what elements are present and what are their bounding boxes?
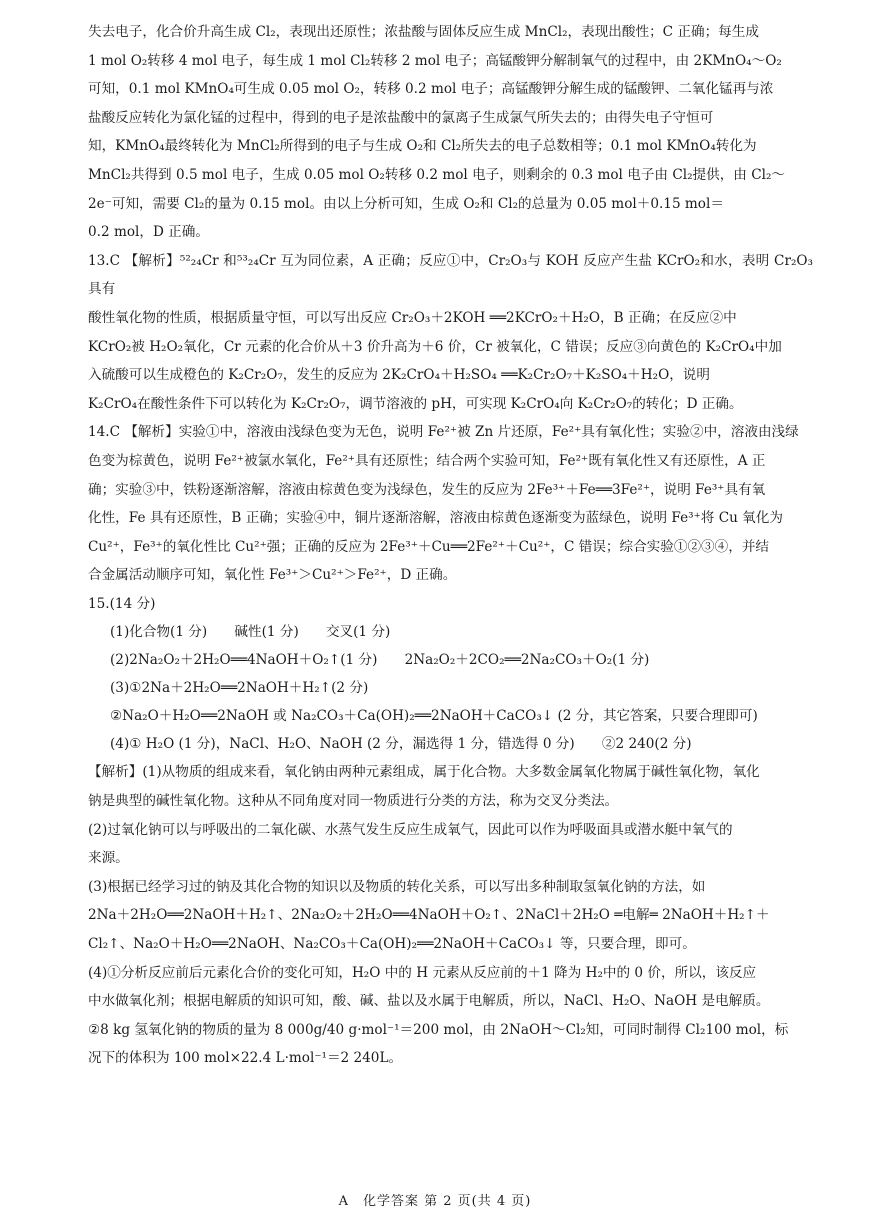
text-line: 0.2 mol，D 正确。 [88,224,209,241]
text-line: MnCl₂共得到 0.5 mol 电子，生成 0.05 mol O₂转移 0.2 mol 电子，则剩余的 0.3 mol 电子由 Cl₂提供，由 Cl₂～ [88,166,786,183]
text-line: KCrO₂被 H₂O₂氧化，Cr 元素的化合价从＋3 价升高为＋6 价，Cr 被氧化，C 错误；反应③向黄色的 K₂CrO₄中加 [88,338,782,355]
text-line: (3)根据已经学习过的钠及其化合物的知识以及物质的转化关系，可以写出多种制取氢氧化钠的方法，如 [88,878,706,895]
text-line: 来源。 [88,850,129,867]
text-line: 【解析】(1)从物质的组成来看，氧化钠由两种元素组成，属于化合物。大多数金属氧化物属于碱性氧化物，氧化 [88,764,760,781]
text-line: ②8 kg 氢氧化钠的物质的量为 8 000g/40 g·mol⁻¹＝200 mol，由 2NaOH～Cl₂知，可同时制得 Cl₂100 mol，标 [88,1021,789,1038]
text-line: (2)2Na₂O₂＋2H₂O══4NaOH＋O₂↑(1 分) 2Na₂O₂＋2CO₂══2Na₂CO₃＋O₂(1 分) [110,652,650,669]
text-line: 2Na＋2H₂O══2NaOH＋H₂↑、2Na₂O₂＋2H₂O══4NaOH＋O₂↑、2NaCl＋2H₂O ═电解═ 2NaOH＋H₂↑＋ [88,907,770,924]
text-line: 失去电子，化合价升高生成 Cl₂，表现出还原性；浓盐酸与固体反应生成 MnCl₂，表现出酸性；C 正确；每生成 [88,24,759,40]
text-line: 盐酸反应转化为氯化锰的过程中，得到的电子是浓盐酸中的氯离子生成氯气所失去的；由得失电子守恒可 [88,109,714,126]
text-line: (4)① H₂O (1 分)，NaCl、H₂O、NaOH (2 分，漏选得 1 分，错选得 0 分) ②2 240(2 分) [110,736,692,753]
text-line: 可知，0.1 mol KMnO₄可生成 0.05 mol O₂，转移 0.2 mol 电子；高锰酸钾分解生成的锰酸钾、二氧化锰再与浓 [88,81,774,98]
text-line: 况下的体积为 100 mol×22.4 L·mol⁻¹＝2 240L。 [88,1050,403,1067]
text-line: 色变为棕黄色，说明 Fe²⁺被氯水氧化，Fe²⁺具有还原性；结合两个实验可知，Fe²⁺既有氧化性又有还原性，A 正 [88,452,766,469]
text-line: 酸性氧化物的性质，根据质量守恒，可以写出反应 Cr₂O₃＋2KOH ══2KCrO₂＋H₂O，B 正确；在反应②中 [88,309,737,326]
text-line: Cu²⁺，Fe³⁺的氧化性比 Cu²⁺强；正确的反应为 2Fe³⁺＋Cu══2Fe²⁺＋Cu²⁺，C 错误；综合实验①②③④，并结 [88,538,770,555]
text-line: Cl₂↑、Na₂O＋H₂O══2NaOH、Na₂CO₃＋Ca(OH)₂══2NaOH＋CaCO₃↓ 等，只要合理，即可。 [88,936,696,953]
text-line: 中水做氧化剂；根据电解质的知识可知，酸、碱、盐以及水属于电解质，所以，NaCl、H₂O、NaOH 是电解质。 [88,993,770,1010]
text-line: 钠是典型的碱性氧化物。这种从不同角度对同一物质进行分类的方法，称为交叉分类法。 [88,793,619,810]
text-line: (3)①2Na＋2H₂O══2NaOH＋H₂↑(2 分) [110,680,369,697]
text-line: 化性，Fe 具有还原性，B 正确；实验④中，铜片逐渐溶解，溶液由棕黄色逐渐变为蓝绿色，说明 Fe³⁺将 Cu 氧化为 [88,510,783,527]
text-line: 15.(14 分) [88,595,156,612]
answer-text-body [88,18,813,1073]
text-line: 合金属活动顺序可知，氧化性 Fe³⁺＞Cu²⁺＞Fe²⁺，D 正确。 [88,567,457,584]
text-line: 2e⁻可知，需要 Cl₂的量为 0.15 mol。由以上分析可知，生成 O₂和 Cl₂的总量为 0.05 mol＋0.15 mol＝ [88,195,724,212]
page-footer: A 化学答案 第 2 页(共 4 页) [338,1194,532,1209]
text-line: 14.C 【解析】实验①中，溶液由浅绿色变为无色，说明 Fe²⁺被 Zn 片还原，Fe²⁺具有氧化性；实验②中，溶液由浅绿 [88,424,799,441]
text-line: 1 mol O₂转移 4 mol 电子，每生成 1 mol Cl₂转移 2 mol 电子；高锰酸钾分解制氧气的过程中，由 2KMnO₄～O₂ [88,52,782,69]
text-line: 入硫酸可以生成橙色的 K₂Cr₂O₇，发生的反应为 2K₂CrO₄＋H₂SO₄ ══K₂Cr₂O₇＋K₂SO₄＋H₂O，说明 [88,367,710,384]
text-line: 13.C 【解析】⁵²₂₄Cr 和⁵³₂₄Cr 互为同位素，A 正确；反应①中，Cr₂O₃与 KOH 反应产生盐 KCrO₂和水，表明 Cr₂O₃具有 [88,252,813,298]
text-line: (1)化合物(1 分) 碱性(1 分) 交叉(1 分) [110,624,391,641]
text-line: (2)过氧化钠可以与呼吸出的二氧化碳、水蒸气发生反应生成氧气，因此可以作为呼吸面具或潜水艇中氧气的 [88,821,733,838]
text-line: ②Na₂O＋H₂O══2NaOH 或 Na₂CO₃＋Ca(OH)₂══2NaOH＋CaCO₃↓ (2 分，其它答案，只要合理即可) [110,708,758,725]
text-line: 确；实验③中，铁粉逐渐溶解，溶液由棕黄色变为浅绿色，发生的反应为 2Fe³⁺＋Fe══3Fe²⁺，说明 Fe³⁺具有氧 [88,481,766,498]
text-line: (4)①分析反应前后元素化合价的变化可知，H₂O 中的 H 元素从反应前的＋1 降为 H₂中的 0 价，所以，该反应 [88,964,757,981]
text-line: 知，KMnO₄最终转化为 MnCl₂所得到的电子与生成 O₂和 Cl₂所失去的电子总数相等；0.1 mol KMnO₄转化为 [88,138,757,155]
text-line: K₂CrO₄在酸性条件下可以转化为 K₂Cr₂O₇，调节溶液的 pH，可实现 K₂CrO₄向 K₂Cr₂O₇的转化；D 正确。 [88,395,743,412]
